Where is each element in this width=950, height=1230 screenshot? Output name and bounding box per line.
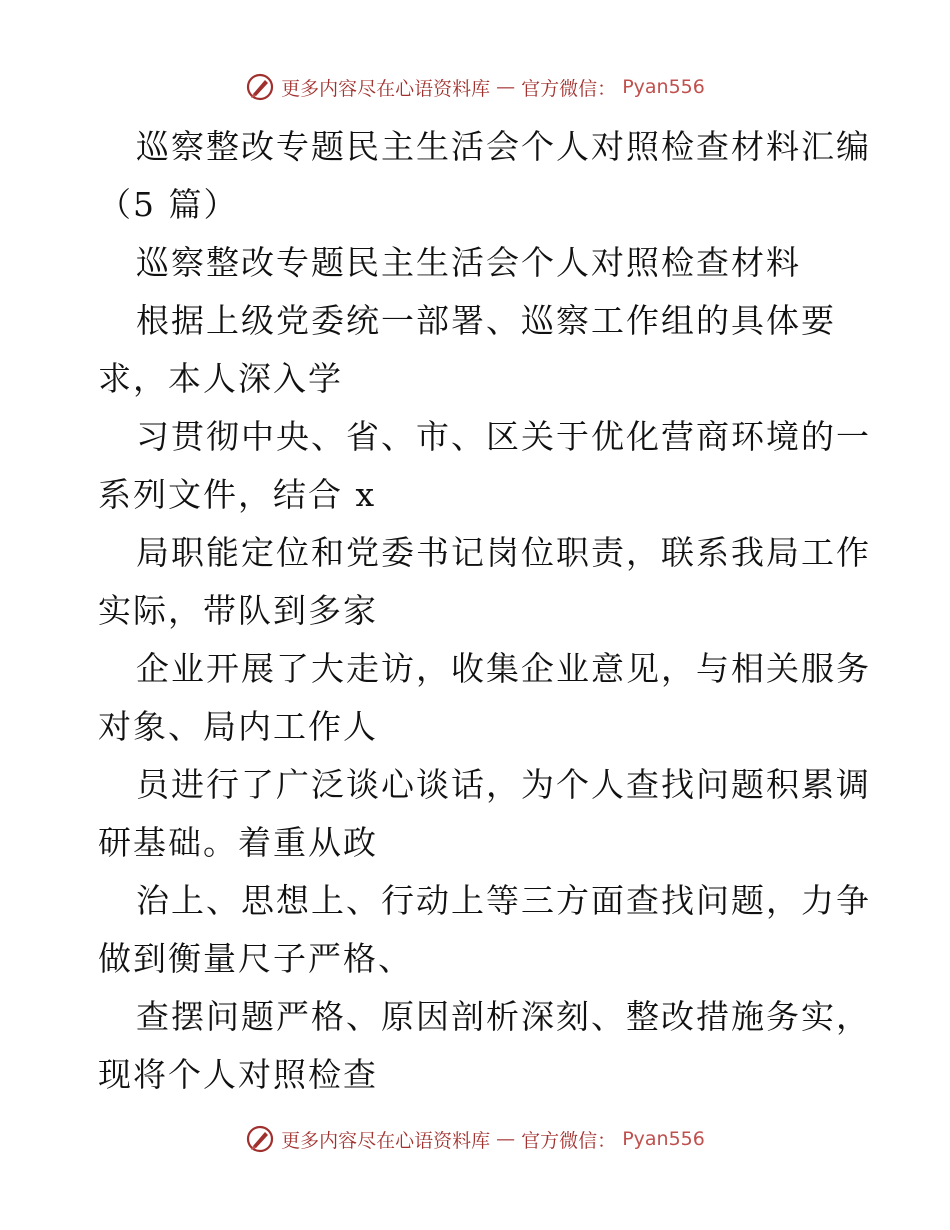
document-body: [98, 118, 871, 1104]
paragraph-line: 做到衡量尺子严格、: [98, 939, 413, 978]
watermark-separator: —: [496, 1128, 516, 1150]
watermark-official-text: 官方微信：: [521, 77, 617, 100]
paragraph-line: 根据上级党委统一部署、巡察工作组的具体要: [136, 301, 836, 340]
watermark-main-text: 更多内容尽在心语资料库: [281, 77, 491, 100]
paragraph-line: 对象、局内工作人: [98, 707, 378, 746]
paragraph-line: 企业开展了大走访，收集企业意见，与相关服务: [136, 649, 871, 688]
header-watermark: [0, 72, 950, 102]
watermark-wechat-id: Pyan556: [622, 1128, 705, 1150]
watermark-separator: —: [496, 76, 516, 98]
document-title: 巡察整改专题民主生活会个人对照检查材料汇编: [136, 127, 871, 166]
paragraph-line: 系列文件，结合 x: [98, 475, 377, 514]
document-title-count: （5 篇）: [98, 185, 239, 224]
paragraph-line: 求，本人深入学: [98, 359, 343, 398]
paragraph-line: 治上、思想上、行动上等三方面查找问题，力争: [136, 881, 871, 920]
paragraph-line: 员进行了广泛谈心谈话，为个人查找问题积累调: [136, 765, 871, 804]
footer-watermark: [0, 1124, 950, 1154]
paragraph-line: 现将个人对照检查: [98, 1055, 378, 1094]
watermark-wechat-id: Pyan556: [622, 76, 705, 98]
paragraph-line: 实际，带队到多家: [98, 591, 378, 630]
paragraph-line: 习贯彻中央、省、市、区关于优化营商环境的一: [136, 417, 871, 456]
pen-feather-logo-icon: [245, 72, 275, 102]
paragraph-line: 局职能定位和党委书记岗位职责，联系我局工作: [136, 533, 871, 572]
document-subtitle: 巡察整改专题民主生活会个人对照检查材料: [136, 243, 801, 282]
paragraph-line: 查摆问题严格、原因剖析深刻、整改措施务实，: [136, 997, 871, 1036]
watermark-main-text: 更多内容尽在心语资料库: [281, 1129, 491, 1152]
watermark-official-text: 官方微信：: [521, 1129, 617, 1152]
pen-feather-logo-icon: [245, 1124, 275, 1154]
paragraph-line: 研基础。着重从政: [98, 823, 378, 862]
